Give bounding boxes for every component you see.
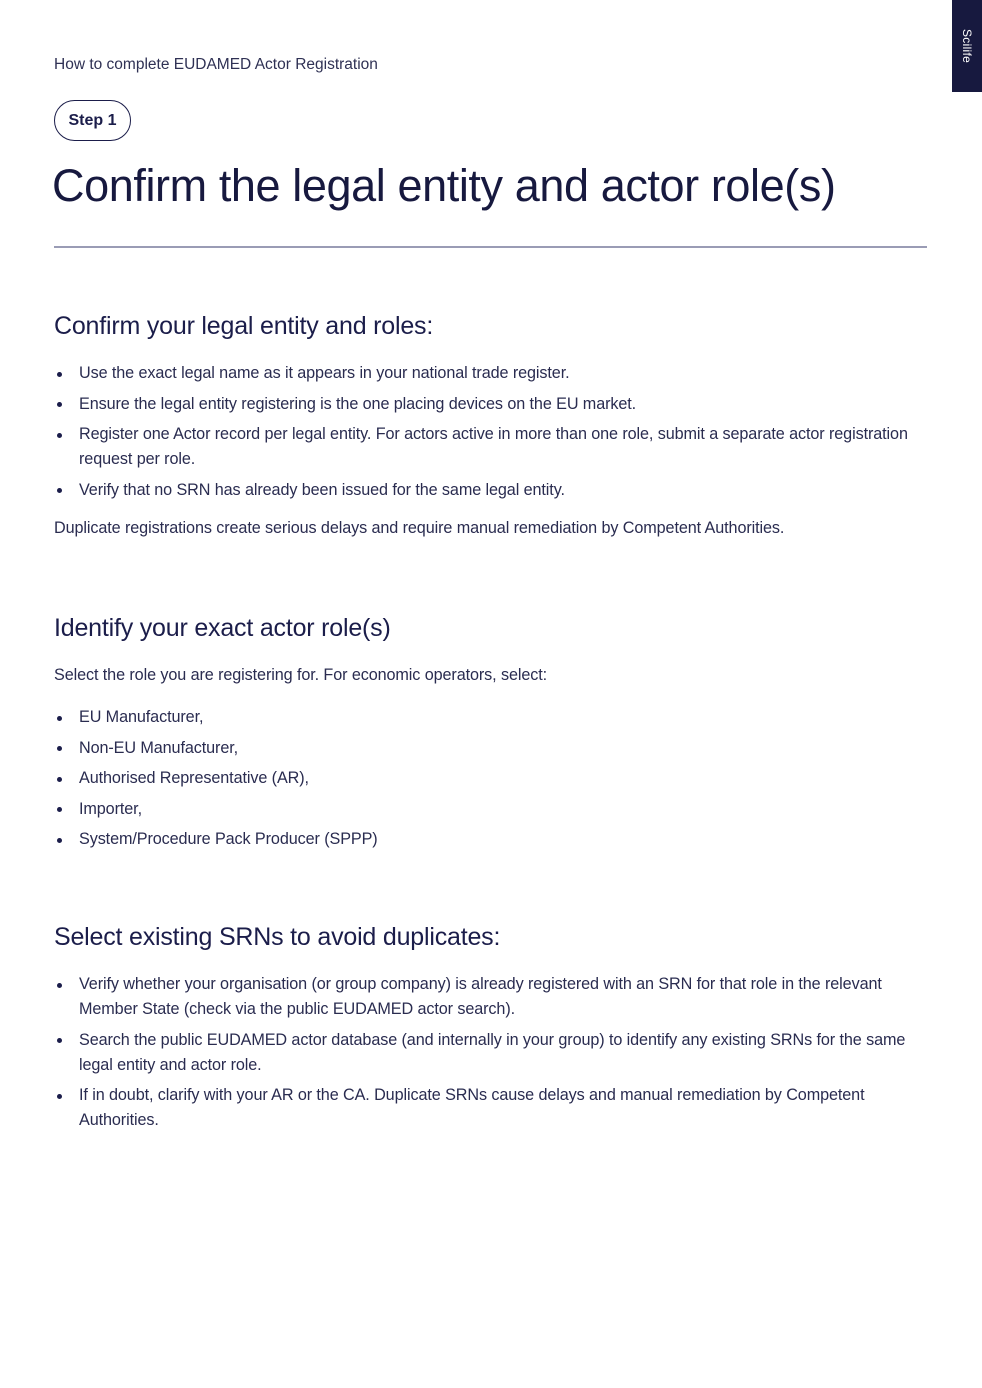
brand-name: Scilife — [960, 28, 974, 64]
section-heading: Confirm your legal entity and roles: — [54, 312, 434, 340]
list-item: Verify that no SRN has already been issued for the same legal entity. — [54, 478, 924, 503]
step-badge: Step 1 — [54, 100, 131, 141]
list-item: Importer, — [54, 797, 924, 822]
section-existing-srns — [54, 923, 924, 1139]
list-item: Verify whether your organisation (or group company) is already registered with an SRN for that role in the relevant Member State (check via the public EUDAMED actor search). — [54, 972, 924, 1022]
section-heading: Select existing SRNs to avoid duplicates: — [54, 923, 501, 951]
list-item: System/Procedure Pack Producer (SPPP) — [54, 827, 924, 852]
list-item: Ensure the legal entity registering is the one placing devices on the EU market. — [54, 392, 924, 417]
bullet-list — [54, 972, 924, 1133]
section-note: Duplicate registrations create serious delays and require manual remediation by Competent Authorities. — [54, 518, 785, 537]
list-item: EU Manufacturer, — [54, 705, 924, 730]
page-title: Confirm the legal entity and actor role(s) — [52, 160, 836, 211]
list-item: Non-EU Manufacturer, — [54, 736, 924, 761]
list-item: Authorised Representative (AR), — [54, 766, 924, 791]
list-item: Use the exact legal name as it appears in your national trade register. — [54, 361, 924, 386]
bullet-list — [54, 361, 924, 503]
section-intro: Select the role you are registering for. For economic operators, select: — [54, 666, 548, 684]
brand-tab — [952, 0, 982, 92]
section-legal-entity — [54, 312, 924, 541]
title-divider — [54, 246, 927, 248]
document-title: How to complete EUDAMED Actor Registration — [54, 56, 378, 73]
section-actor-roles — [54, 614, 924, 858]
list-item: Register one Actor record per legal entity. For actors active in more than one role, submit a separate actor registration request per role. — [54, 422, 924, 472]
list-item: If in doubt, clarify with your AR or the CA. Duplicate SRNs cause delays and manual remediation by Competent Authorities. — [54, 1083, 924, 1133]
section-heading: Identify your exact actor role(s) — [54, 614, 391, 642]
bullet-list — [54, 705, 924, 852]
list-item: Search the public EUDAMED actor database (and internally in your group) to identify any existing SRNs for the same legal entity and actor role. — [54, 1028, 924, 1078]
